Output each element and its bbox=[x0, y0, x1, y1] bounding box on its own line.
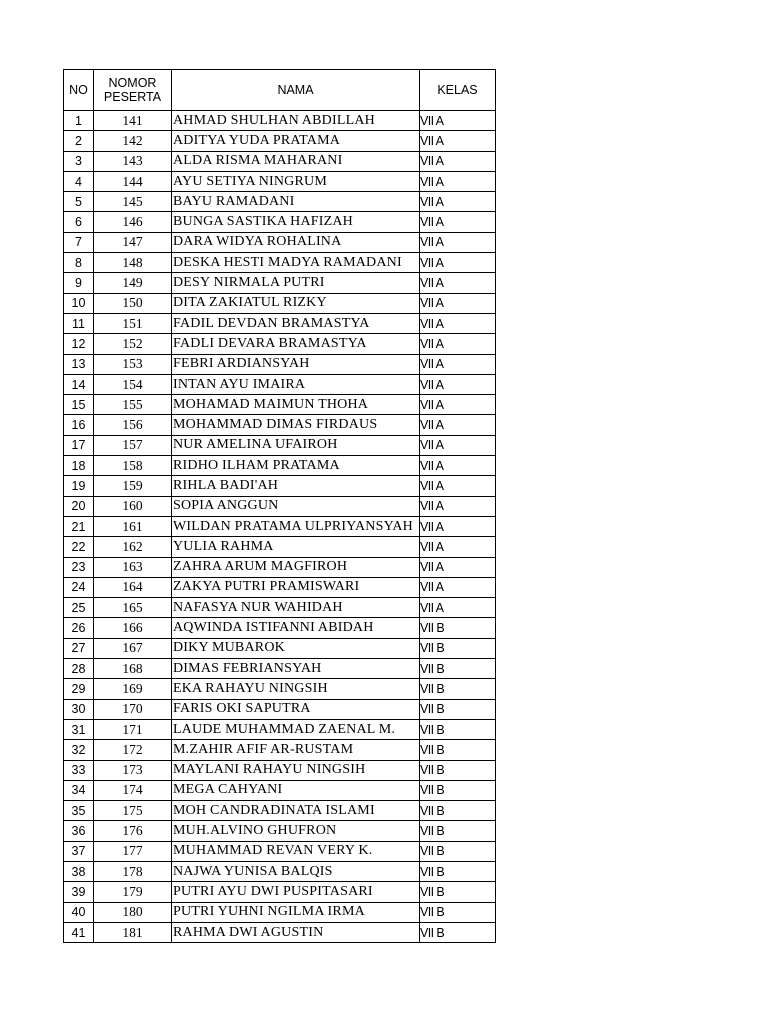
cell-no: 26 bbox=[64, 618, 94, 638]
table-row bbox=[64, 111, 496, 131]
table-row bbox=[64, 861, 496, 881]
cell-kelas: VII B bbox=[420, 841, 496, 861]
header-nama: NAMA bbox=[172, 70, 420, 111]
cell-kelas: VII A bbox=[420, 374, 496, 394]
cell-no: 30 bbox=[64, 699, 94, 719]
cell-nomor-peserta: 180 bbox=[94, 902, 172, 922]
cell-nama: FADIL DEVDAN BRAMASTYA bbox=[172, 313, 420, 333]
cell-kelas: VII B bbox=[420, 801, 496, 821]
header-nomor-line1: NOMOR bbox=[108, 76, 157, 90]
cell-nomor-peserta: 164 bbox=[94, 577, 172, 597]
cell-kelas: VII A bbox=[420, 435, 496, 455]
cell-nama: AHMAD SHULHAN ABDILLAH bbox=[172, 111, 420, 131]
table-row bbox=[64, 882, 496, 902]
cell-kelas: VII B bbox=[420, 922, 496, 942]
cell-nama: RIHLA BADI'AH bbox=[172, 476, 420, 496]
cell-nomor-peserta: 151 bbox=[94, 313, 172, 333]
cell-no: 15 bbox=[64, 395, 94, 415]
cell-nomor-peserta: 167 bbox=[94, 638, 172, 658]
cell-nama: BUNGA SASTIKA HAFIZAH bbox=[172, 212, 420, 232]
cell-nomor-peserta: 157 bbox=[94, 435, 172, 455]
cell-nomor-peserta: 165 bbox=[94, 598, 172, 618]
table-row bbox=[64, 902, 496, 922]
cell-kelas: VII A bbox=[420, 415, 496, 435]
cell-kelas: VII B bbox=[420, 902, 496, 922]
cell-nama: M.ZAHIR AFIF AR-RUSTAM bbox=[172, 740, 420, 760]
table-row bbox=[64, 435, 496, 455]
cell-nama: ADITYA YUDA PRATAMA bbox=[172, 131, 420, 151]
cell-kelas: VII B bbox=[420, 861, 496, 881]
cell-no: 2 bbox=[64, 131, 94, 151]
cell-nama: FARIS OKI SAPUTRA bbox=[172, 699, 420, 719]
cell-nomor-peserta: 169 bbox=[94, 679, 172, 699]
cell-no: 27 bbox=[64, 638, 94, 658]
cell-kelas: VII A bbox=[420, 395, 496, 415]
cell-kelas: VII A bbox=[420, 212, 496, 232]
cell-nama: MOH CANDRADINATA ISLAMI bbox=[172, 801, 420, 821]
cell-kelas: VII A bbox=[420, 557, 496, 577]
cell-nama: NUR AMELINA UFAIROH bbox=[172, 435, 420, 455]
table-row bbox=[64, 313, 496, 333]
cell-nama: RIDHO ILHAM PRATAMA bbox=[172, 456, 420, 476]
table-row bbox=[64, 395, 496, 415]
cell-no: 39 bbox=[64, 882, 94, 902]
cell-no: 22 bbox=[64, 537, 94, 557]
cell-nama: DIKY MUBAROK bbox=[172, 638, 420, 658]
cell-no: 10 bbox=[64, 293, 94, 313]
cell-kelas: VII A bbox=[420, 537, 496, 557]
cell-nama: MEGA CAHYANI bbox=[172, 780, 420, 800]
cell-no: 7 bbox=[64, 232, 94, 252]
cell-no: 17 bbox=[64, 435, 94, 455]
cell-nama: SOPIA ANGGUN bbox=[172, 496, 420, 516]
cell-nama: ALDA RISMA MAHARANI bbox=[172, 151, 420, 171]
table-row bbox=[64, 679, 496, 699]
table-row bbox=[64, 516, 496, 536]
cell-no: 38 bbox=[64, 861, 94, 881]
cell-nama: LAUDE MUHAMMAD ZAENAL M. bbox=[172, 719, 420, 739]
cell-nomor-peserta: 172 bbox=[94, 740, 172, 760]
table-row bbox=[64, 212, 496, 232]
cell-nama: DESKA HESTI MADYA RAMADANI bbox=[172, 253, 420, 273]
table-row bbox=[64, 659, 496, 679]
cell-no: 20 bbox=[64, 496, 94, 516]
cell-kelas: VII B bbox=[420, 740, 496, 760]
cell-nomor-peserta: 150 bbox=[94, 293, 172, 313]
table-row bbox=[64, 354, 496, 374]
cell-no: 36 bbox=[64, 821, 94, 841]
cell-kelas: VII A bbox=[420, 253, 496, 273]
cell-no: 19 bbox=[64, 476, 94, 496]
header-nomor-peserta bbox=[94, 70, 172, 111]
table-row bbox=[64, 293, 496, 313]
cell-nomor-peserta: 148 bbox=[94, 253, 172, 273]
cell-nomor-peserta: 155 bbox=[94, 395, 172, 415]
cell-no: 21 bbox=[64, 516, 94, 536]
cell-nama: DITA ZAKIATUL RIZKY bbox=[172, 293, 420, 313]
cell-nomor-peserta: 142 bbox=[94, 131, 172, 151]
cell-nama: BAYU RAMADANI bbox=[172, 192, 420, 212]
cell-nama: NAFASYA NUR WAHIDAH bbox=[172, 598, 420, 618]
cell-nama: INTAN AYU IMAIRA bbox=[172, 374, 420, 394]
cell-no: 9 bbox=[64, 273, 94, 293]
cell-kelas: VII A bbox=[420, 516, 496, 536]
cell-kelas: VII B bbox=[420, 638, 496, 658]
cell-kelas: VII A bbox=[420, 131, 496, 151]
cell-nomor-peserta: 161 bbox=[94, 516, 172, 536]
cell-nomor-peserta: 162 bbox=[94, 537, 172, 557]
table-body bbox=[64, 111, 496, 943]
cell-no: 8 bbox=[64, 253, 94, 273]
cell-nomor-peserta: 158 bbox=[94, 456, 172, 476]
cell-no: 4 bbox=[64, 171, 94, 191]
cell-nama: MAYLANI RAHAYU NINGSIH bbox=[172, 760, 420, 780]
table-row bbox=[64, 618, 496, 638]
cell-kelas: VII A bbox=[420, 192, 496, 212]
cell-nomor-peserta: 153 bbox=[94, 354, 172, 374]
cell-nama: PUTRI YUHNI NGILMA IRMA bbox=[172, 902, 420, 922]
table-row bbox=[64, 151, 496, 171]
cell-nama: MOHAMAD MAIMUN THOHA bbox=[172, 395, 420, 415]
cell-nama: WILDAN PRATAMA ULPRIYANSYAH bbox=[172, 516, 420, 536]
cell-no: 31 bbox=[64, 719, 94, 739]
table-row bbox=[64, 232, 496, 252]
cell-nomor-peserta: 181 bbox=[94, 922, 172, 942]
cell-nomor-peserta: 149 bbox=[94, 273, 172, 293]
cell-no: 24 bbox=[64, 577, 94, 597]
cell-nama: EKA RAHAYU NINGSIH bbox=[172, 679, 420, 699]
cell-nomor-peserta: 168 bbox=[94, 659, 172, 679]
cell-kelas: VII A bbox=[420, 456, 496, 476]
cell-no: 3 bbox=[64, 151, 94, 171]
participant-list-sheet bbox=[63, 69, 496, 943]
cell-nomor-peserta: 173 bbox=[94, 760, 172, 780]
table-row bbox=[64, 922, 496, 942]
cell-no: 25 bbox=[64, 598, 94, 618]
cell-nama: FEBRI ARDIANSYAH bbox=[172, 354, 420, 374]
header-nomor-line2: PESERTA bbox=[103, 90, 162, 104]
cell-kelas: VII B bbox=[420, 719, 496, 739]
cell-nama: MUH.ALVINO GHUFRON bbox=[172, 821, 420, 841]
cell-nama: MUHAMMAD REVAN VERY K. bbox=[172, 841, 420, 861]
cell-nomor-peserta: 163 bbox=[94, 557, 172, 577]
cell-no: 28 bbox=[64, 659, 94, 679]
cell-nomor-peserta: 146 bbox=[94, 212, 172, 232]
cell-nama: NAJWA YUNISA BALQIS bbox=[172, 861, 420, 881]
cell-no: 35 bbox=[64, 801, 94, 821]
table-row bbox=[64, 841, 496, 861]
cell-no: 12 bbox=[64, 334, 94, 354]
cell-no: 32 bbox=[64, 740, 94, 760]
cell-nomor-peserta: 160 bbox=[94, 496, 172, 516]
header-no: NO bbox=[64, 70, 94, 111]
table-row bbox=[64, 699, 496, 719]
cell-kelas: VII B bbox=[420, 780, 496, 800]
cell-nama: DESY NIRMALA PUTRI bbox=[172, 273, 420, 293]
cell-nomor-peserta: 152 bbox=[94, 334, 172, 354]
cell-kelas: VII A bbox=[420, 293, 496, 313]
cell-nama: AQWINDA ISTIFANNI ABIDAH bbox=[172, 618, 420, 638]
table-row bbox=[64, 253, 496, 273]
cell-kelas: VII B bbox=[420, 699, 496, 719]
cell-nomor-peserta: 154 bbox=[94, 374, 172, 394]
cell-nomor-peserta: 156 bbox=[94, 415, 172, 435]
cell-nama: MOHAMMAD DIMAS FIRDAUS bbox=[172, 415, 420, 435]
table-row bbox=[64, 780, 496, 800]
cell-nomor-peserta: 144 bbox=[94, 171, 172, 191]
cell-kelas: VII A bbox=[420, 334, 496, 354]
cell-nomor-peserta: 177 bbox=[94, 841, 172, 861]
cell-kelas: VII A bbox=[420, 111, 496, 131]
cell-no: 14 bbox=[64, 374, 94, 394]
participant-table bbox=[63, 69, 496, 943]
cell-kelas: VII A bbox=[420, 577, 496, 597]
cell-nama: PUTRI AYU DWI PUSPITASARI bbox=[172, 882, 420, 902]
table-row bbox=[64, 171, 496, 191]
cell-no: 1 bbox=[64, 111, 94, 131]
table-header-row bbox=[64, 70, 496, 111]
cell-nama: FADLI DEVARA BRAMASTYA bbox=[172, 334, 420, 354]
table-row bbox=[64, 801, 496, 821]
table-row bbox=[64, 537, 496, 557]
table-row bbox=[64, 334, 496, 354]
table-row bbox=[64, 719, 496, 739]
cell-kelas: VII A bbox=[420, 496, 496, 516]
cell-kelas: VII A bbox=[420, 354, 496, 374]
cell-nomor-peserta: 143 bbox=[94, 151, 172, 171]
table-row bbox=[64, 821, 496, 841]
cell-nama: DIMAS FEBRIANSYAH bbox=[172, 659, 420, 679]
cell-no: 18 bbox=[64, 456, 94, 476]
cell-kelas: VII A bbox=[420, 171, 496, 191]
cell-nomor-peserta: 159 bbox=[94, 476, 172, 496]
cell-kelas: VII A bbox=[420, 313, 496, 333]
cell-no: 41 bbox=[64, 922, 94, 942]
cell-no: 23 bbox=[64, 557, 94, 577]
cell-no: 33 bbox=[64, 760, 94, 780]
cell-nomor-peserta: 170 bbox=[94, 699, 172, 719]
cell-no: 40 bbox=[64, 902, 94, 922]
cell-nomor-peserta: 176 bbox=[94, 821, 172, 841]
cell-nomor-peserta: 178 bbox=[94, 861, 172, 881]
table-row bbox=[64, 456, 496, 476]
cell-kelas: VII B bbox=[420, 821, 496, 841]
table-row bbox=[64, 415, 496, 435]
table-row bbox=[64, 496, 496, 516]
cell-nomor-peserta: 145 bbox=[94, 192, 172, 212]
cell-no: 6 bbox=[64, 212, 94, 232]
table-row bbox=[64, 760, 496, 780]
cell-nama: AYU SETIYA NINGRUM bbox=[172, 171, 420, 191]
cell-kelas: VII A bbox=[420, 151, 496, 171]
cell-nomor-peserta: 179 bbox=[94, 882, 172, 902]
cell-nomor-peserta: 175 bbox=[94, 801, 172, 821]
cell-no: 13 bbox=[64, 354, 94, 374]
table-row bbox=[64, 192, 496, 212]
table-row bbox=[64, 273, 496, 293]
cell-no: 29 bbox=[64, 679, 94, 699]
table-row bbox=[64, 577, 496, 597]
cell-kelas: VII A bbox=[420, 598, 496, 618]
table-row bbox=[64, 476, 496, 496]
cell-nomor-peserta: 141 bbox=[94, 111, 172, 131]
cell-nama: RAHMA DWI AGUSTIN bbox=[172, 922, 420, 942]
cell-nomor-peserta: 166 bbox=[94, 618, 172, 638]
table-row bbox=[64, 374, 496, 394]
table-row bbox=[64, 557, 496, 577]
cell-nomor-peserta: 174 bbox=[94, 780, 172, 800]
cell-kelas: VII B bbox=[420, 882, 496, 902]
cell-nama: ZAKYA PUTRI PRAMISWARI bbox=[172, 577, 420, 597]
cell-kelas: VII B bbox=[420, 659, 496, 679]
cell-nama: YULIA RAHMA bbox=[172, 537, 420, 557]
cell-nama: ZAHRA ARUM MAGFIROH bbox=[172, 557, 420, 577]
cell-kelas: VII B bbox=[420, 760, 496, 780]
cell-nama: DARA WIDYA ROHALINA bbox=[172, 232, 420, 252]
cell-kelas: VII B bbox=[420, 618, 496, 638]
cell-nomor-peserta: 171 bbox=[94, 719, 172, 739]
cell-no: 37 bbox=[64, 841, 94, 861]
table-row bbox=[64, 598, 496, 618]
cell-kelas: VII B bbox=[420, 679, 496, 699]
header-kelas: KELAS bbox=[420, 70, 496, 111]
cell-no: 16 bbox=[64, 415, 94, 435]
cell-no: 34 bbox=[64, 780, 94, 800]
cell-no: 11 bbox=[64, 313, 94, 333]
cell-kelas: VII A bbox=[420, 232, 496, 252]
cell-kelas: VII A bbox=[420, 273, 496, 293]
cell-nomor-peserta: 147 bbox=[94, 232, 172, 252]
cell-kelas: VII A bbox=[420, 476, 496, 496]
table-row bbox=[64, 740, 496, 760]
cell-no: 5 bbox=[64, 192, 94, 212]
table-row bbox=[64, 638, 496, 658]
table-row bbox=[64, 131, 496, 151]
